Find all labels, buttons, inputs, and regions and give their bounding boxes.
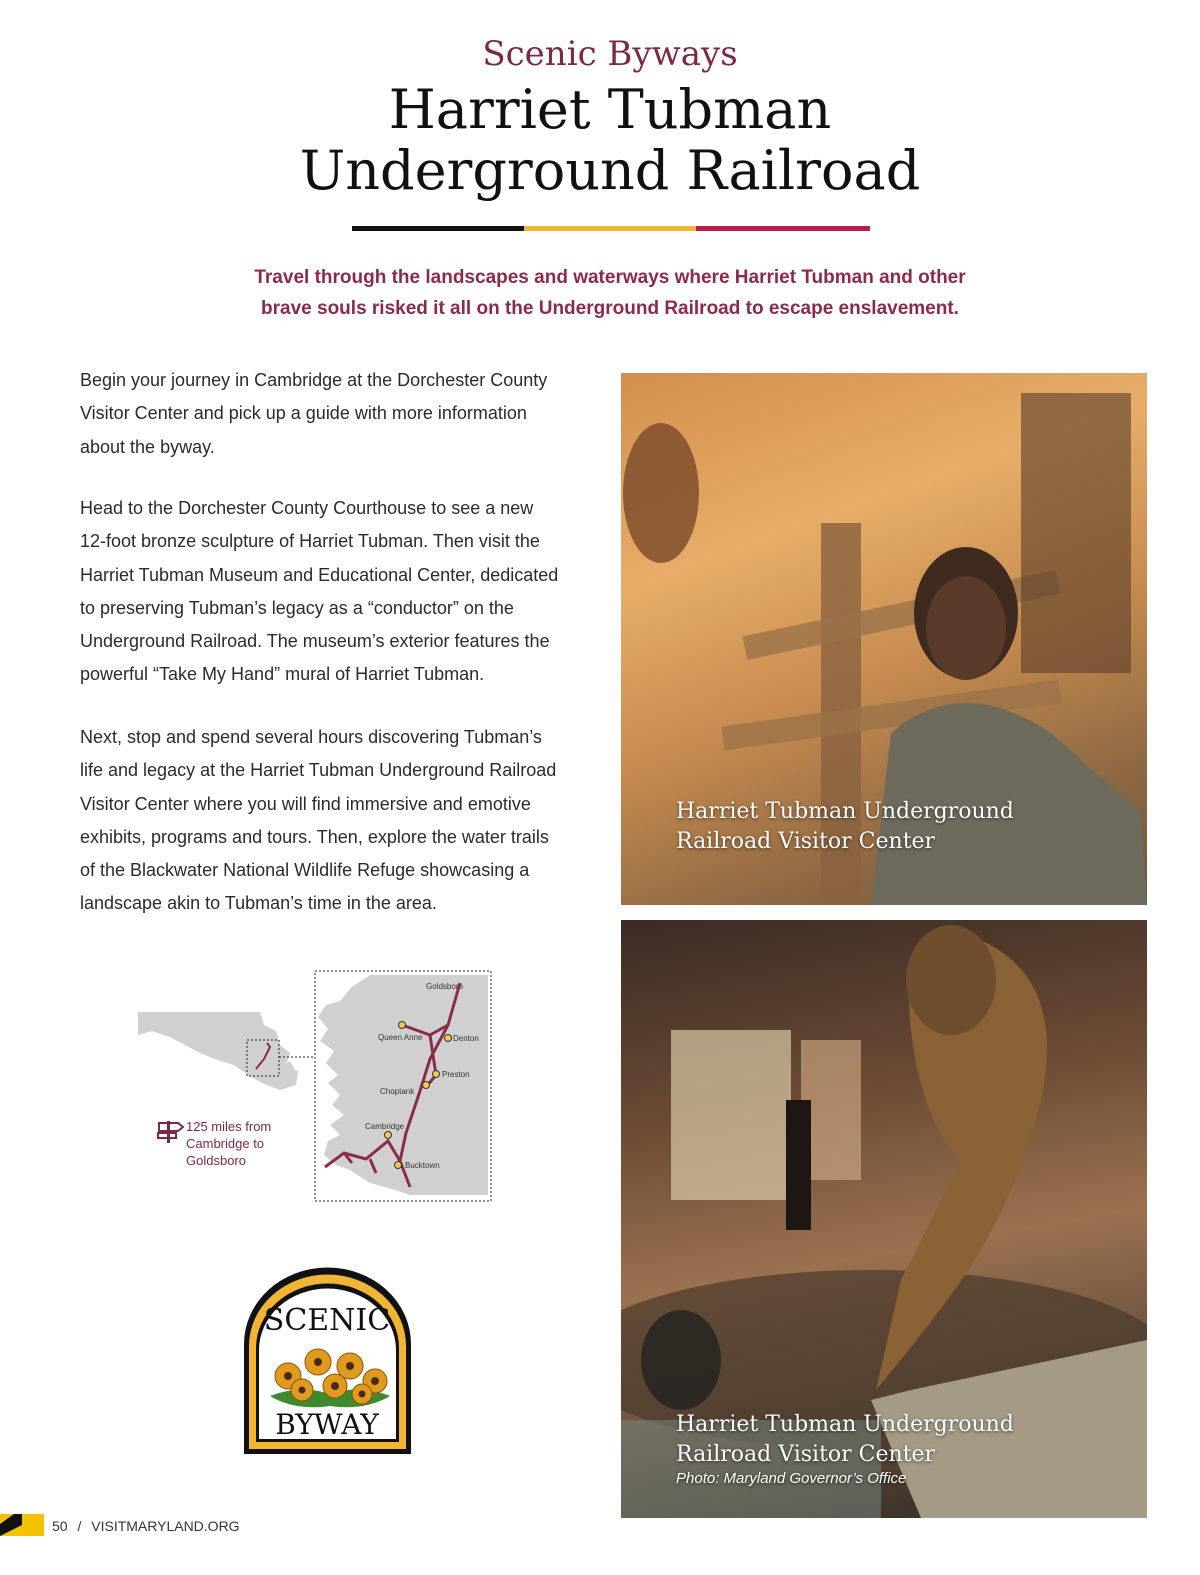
caption-line: Railroad Visitor Center [676,1442,936,1467]
visitor-center-photo [621,373,1147,905]
text-line: landscape akin to Tubman’s time in the area. [80,893,437,914]
town-label: Queen Anne [378,1033,423,1042]
caption-line: Railroad Visitor Center [676,829,936,854]
town-label: Bucktown [405,1161,440,1170]
paragraph-3 [80,721,570,921]
distance-line: Cambridge to [186,1136,265,1151]
title-rule-gold [524,226,696,231]
site-link[interactable]: VISITMARYLAND.ORG [91,1518,240,1534]
title-rule-black [352,226,524,231]
text-line: Visitor Center and pick up a guide with more information [80,403,527,424]
text-line: Visitor Center where you will find immersive and emotive [80,793,531,814]
photo-credit: Photo: Maryland Governor’s Office [676,1470,907,1487]
text-line: Underground Railroad. The museum’s exterior features the [80,631,550,652]
page-number: 50 [52,1518,68,1534]
distance-line: Goldsboro [186,1153,246,1168]
town-label: Goldsboro [426,982,463,991]
text-line: of the Blackwater National Wildlife Refuge showcasing a [80,860,530,881]
sculpture-photo [621,920,1147,1518]
byway-map [130,965,500,1210]
inset-land [318,975,488,1195]
text-line: Next, stop and spend several hours discovering Tubman’s [80,727,542,747]
distance-note [186,1118,271,1169]
text-line: exhibits, programs and tours. Then, explore the water trails [80,826,549,847]
town-label: Preston [442,1070,470,1079]
text-line: powerful “Take My Hand” mural of Harriet Tubman. [80,664,485,685]
text-line: 12-foot bronze sculpture of Harriet Tubman. Then visit the [80,531,540,552]
distance-line: 125 miles from [186,1119,272,1134]
town-marker [445,1035,452,1042]
paragraph-2 [80,492,570,692]
town-marker [423,1082,430,1089]
intro-line: Travel through the landscapes and waterways where Harriet Tubman and other [254,267,966,288]
page-title-line1: Harriet Tubman [388,78,832,141]
maryland-flag-icon [0,1514,44,1536]
badge-top-text: SCENIC [263,1303,391,1338]
text-line: life and legacy at the Harriet Tubman Underground Railroad [80,760,557,781]
footer-separator: / [77,1518,82,1534]
scenic-byway-logo [240,1266,415,1456]
text-line: about the byway. [80,436,215,457]
badge-bottom-text: BYWAY [275,1408,379,1441]
page-footer [52,1518,240,1534]
text-line: Begin your journey in Cambridge at the Dorchester County [80,370,548,390]
caption-line: Harriet Tubman Underground [676,1412,1014,1437]
text-line: to preserving Tubman’s legacy as a “conductor” on the [80,597,514,618]
intro-line: brave souls risked it all on the Underground Railroad to escape enslavement. [261,298,959,319]
text-line: Harriet Tubman Museum and Educational Center, dedicated [80,564,559,585]
paragraph-1 [80,364,570,464]
town-marker [399,1022,406,1029]
caption-line: Harriet Tubman Underground [676,799,1014,824]
title-rule-red [696,226,870,231]
section-heading: Scenic Byways [482,34,738,74]
town-marker [385,1132,392,1139]
town-marker [395,1162,402,1169]
signpost-icon [156,1119,184,1143]
town-label: Denton [453,1034,479,1043]
intro-text [200,262,1020,324]
town-label: Cambridge [365,1122,405,1131]
page-title-line2: Underground Railroad [299,139,921,202]
photo-caption [676,1410,1014,1470]
text-line: Head to the Dorchester County Courthouse to see a new [80,498,534,518]
photo-caption [676,797,1014,857]
town-marker [433,1071,440,1078]
town-label: Choptank [380,1087,415,1096]
